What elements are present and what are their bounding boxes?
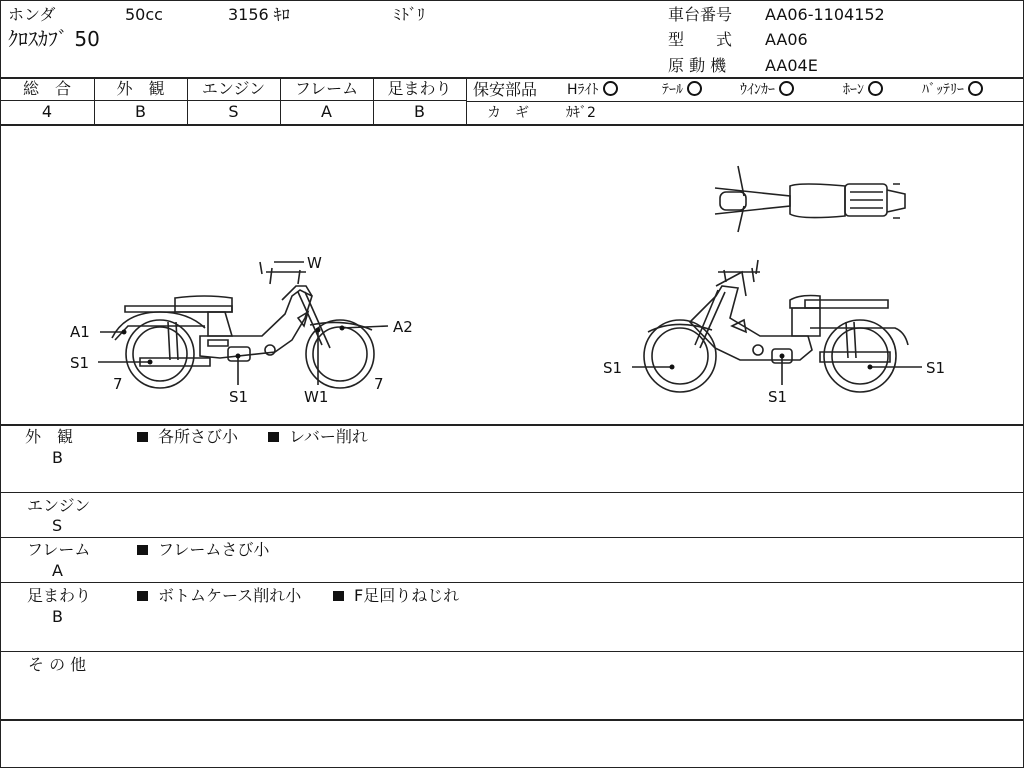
mark-a1: A1 [70,323,90,341]
grade-suspension-value: B [414,102,425,121]
color: ﾐﾄﾞﾘ [393,5,426,24]
mark-7-rear: 7 [374,375,384,393]
remark-engine-grade: S [52,516,63,535]
key-label: カ ギ [487,105,529,121]
remark-engine-category: エンジン [27,496,91,515]
status-ok-icon [968,81,983,96]
status-ok-icon [868,81,883,96]
remark-suspension-item: ボトムケース削れ小 [137,587,301,605]
bullet-icon [333,591,344,601]
bike-left-side-icon [112,262,374,388]
safety-item-winker: ｳｲﾝｶｰ [740,81,794,99]
safety-item-tail: ﾃｰﾙ [662,81,702,99]
key-value: ｶｷﾞ2 [566,105,596,121]
status-ok-icon [687,81,702,96]
maker: ホンダ [8,5,56,24]
remark-exterior-grade: B [52,448,63,467]
remark-frame-item: フレームさび小 [137,541,269,559]
grade-exterior-value: B [135,102,146,121]
grade-suspension-label: 足まわり [387,79,452,98]
engine-value: AA04E [765,56,818,75]
mark-s1-right-front: S1 [603,359,623,377]
remark-suspension-item: F足回りねじれ [333,587,459,605]
displacement: 50cc [125,5,163,24]
mark-a2: A2 [393,318,413,336]
remark-frame-grade: A [52,561,63,580]
grade-engine-label: エンジン [201,79,266,98]
mark-w1: W1 [304,388,329,406]
remark-exterior-item: レバー削れ [268,428,368,446]
mark-s1-center: S1 [229,388,249,406]
safety-item-horn: ﾎｰﾝ [843,81,883,99]
grade-frame-label: フレーム [294,79,359,98]
status-ok-icon [603,81,618,96]
mark-s1-front: S1 [70,354,90,372]
bike-top-view-icon [715,166,905,232]
bullet-icon [137,432,148,442]
bullet-icon [137,591,148,601]
frame-number-label: 車台番号 [668,5,733,24]
type-label: 型 式 [668,30,733,49]
grade-frame-value: A [321,102,332,121]
remark-suspension-category: 足まわり [27,586,92,605]
grade-overall-label: 総 合 [22,79,71,98]
bullet-icon [137,545,148,555]
mark-w: W [307,254,322,272]
status-ok-icon [779,81,794,96]
grade-exterior-label: 外 観 [116,79,165,98]
mark-s1-right-rear: S1 [926,359,946,377]
damage-diagram [0,126,1024,424]
safety-item-headlight: Hﾗｲﾄ [567,81,618,99]
mark-s1-right-center: S1 [768,388,788,406]
type-value: AA06 [765,30,808,49]
remark-suspension-grade: B [52,607,63,626]
engine-label: 原 動 機 [668,56,727,75]
remark-frame-category: フレーム [27,540,91,559]
safety-label: 保安部品 [473,80,538,99]
frame-number: AA06-1104152 [765,5,885,24]
mileage: 3156 ｷﾛ [228,5,290,24]
safety-item-battery: ﾊﾞｯﾃﾘｰ [922,81,983,99]
remark-other-category: そ の 他 [28,655,87,674]
bike-right-side-icon [644,260,908,392]
grade-engine-value: S [228,102,239,121]
remark-exterior-item: 各所さび小 [137,428,238,446]
grade-overall-value: 4 [41,102,53,121]
model-name: ｸﾛｽｶﾌﾞ 50 [8,27,100,51]
remark-exterior-category: 外 観 [25,427,74,446]
bullet-icon [268,432,279,442]
mark-7-front: 7 [113,375,123,393]
